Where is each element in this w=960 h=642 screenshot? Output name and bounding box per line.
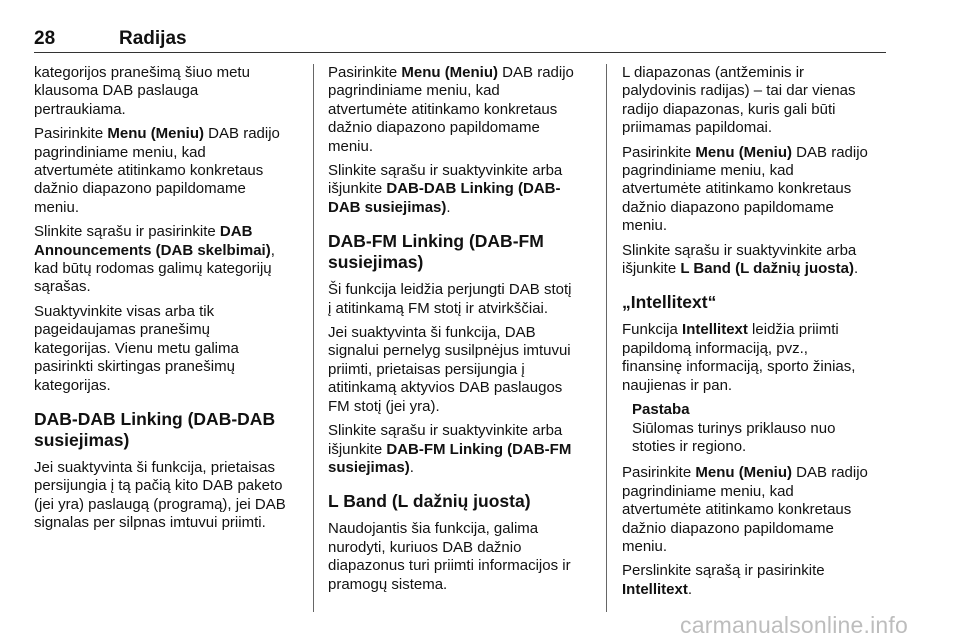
section-heading: DAB-DAB Linking (DAB-DAB susiejimas): [34, 408, 276, 450]
column-divider: [313, 64, 314, 612]
column-2: [328, 64, 590, 600]
paragraph: Pasirinkite Menu (Meniu) DAB radijo pagrindiniame meniu, kad atvertumėte atitinkamo konkretaus dažnio diapazono papildomame meniu.: [34, 125, 280, 216]
paragraph: L diapazonas (antžeminis ir palydovinis radijas) – tai dar vienas radijo diapazonas, kuris gali būti priimamas papildomai.: [622, 64, 856, 137]
menu-keyword: susiejimas): [328, 458, 410, 476]
note-box: Pastaba Siūlomas turinys priklauso nuo stoties ir regiono.: [632, 401, 884, 456]
paragraph: Slinkite sąrašu ir suaktyvinkite arba išjunkite DAB-DAB Linking (DAB- DAB susiejimas).: [328, 162, 563, 216]
paragraph: kategorijos pranešimą šiuo metu klausoma DAB paslauga pertraukiama.: [34, 64, 250, 118]
paragraph: Naudojantis šia funkcija, galima nurodyti, kuriuos DAB dažnio diapazonus turi priimti informacijos ir pramogų sistema.: [328, 520, 571, 593]
column-1: [34, 64, 296, 539]
menu-keyword: L Band (L dažnių juosta): [680, 260, 854, 278]
section-heading: L Band (L dažnių juosta): [328, 491, 531, 512]
menu-keyword: Menu (Meniu): [695, 464, 793, 482]
column-divider: [606, 64, 607, 612]
menu-keyword: DAB: [219, 223, 253, 241]
paragraph: Suaktyvinkite visas arba tik pageidaujamas pranešimų kategorijas. Vienu metu galima pasirinkti skirtingas pranešimų kategorijas.: [34, 302, 239, 394]
menu-keyword: Menu (Meniu): [107, 125, 205, 143]
paragraph: Jei suaktyvinta ši funkcija, prietaisas persijungia į tą pačią kito DAB paketo (jei yra) paslaugą (programą), jei DAB signalas per silpnas imtuvui priimti.: [34, 458, 286, 532]
page-number: 28: [34, 28, 56, 49]
page-title: Radijas: [119, 28, 187, 49]
paragraph: Funkcija Intellitext leidžia priimti papildomą informaciją, pvz., finansinę informaciją, sporto žinias, naujienas ir pan.: [622, 321, 856, 394]
paragraph: Jei suaktyvinta ši funkcija, DAB signalui pernelyg susilpnėjus imtuvui priimti, prietaisas persijungia į atitinkamą aktyvios DAB paslaugos FM stotį (jei yra).: [328, 324, 571, 415]
menu-keyword: Menu (Meniu): [401, 64, 499, 81]
watermark: carmanualsonline.info: [680, 612, 908, 638]
menu-keyword: DAB-FM Linking (DAB-FM: [386, 440, 572, 458]
menu-keyword: Intellitext: [622, 580, 688, 598]
menu-keyword: Menu (Meniu): [695, 143, 793, 161]
page-header: [34, 22, 886, 53]
paragraph: Perslinkite sąrašą ir pasirinkite Intellitext.: [622, 562, 825, 598]
note-title: Pastaba: [632, 401, 690, 419]
menu-keyword: Intellitext: [682, 321, 748, 339]
menu-keyword: DAB susiejimas): [328, 198, 447, 216]
paragraph: Pasirinkite Menu (Meniu) DAB radijo pagrindiniame meniu, kad atvertumėte atitinkamo konkretaus dažnio diapazono papildomame meniu.: [622, 143, 868, 235]
paragraph: Ši funkcija leidžia perjungti DAB stotį į atitinkamą FM stotį ir atvirkščiai.: [328, 281, 572, 317]
column-3: [622, 64, 884, 605]
paragraph: Pasirinkite Menu (Meniu) DAB radijo pagrindiniame meniu, kad atvertumėte atitinkamo konkretaus dažnio diapazono papildomame meniu.: [622, 464, 868, 555]
section-heading: DAB-FM Linking (DAB-FM susiejimas): [328, 231, 544, 273]
paragraph: Slinkite sąrašu ir suaktyvinkite arba išjunkite L Band (L dažnių juosta).: [622, 241, 859, 278]
menu-keyword: DAB-DAB Linking (DAB-: [386, 180, 561, 198]
menu-keyword: Announcements (DAB skelbimai): [34, 241, 271, 259]
section-heading: „Intellitext“: [622, 292, 717, 313]
paragraph: Slinkite sąrašu ir suaktyvinkite arba išjunkite DAB-FM Linking (DAB-FM susiejimas).: [328, 422, 572, 476]
paragraph: Pasirinkite Menu (Meniu) DAB radijo pagrindiniame meniu, kad atvertumėte atitinkamo konkretaus dažnio diapazono papildomame meniu.: [328, 64, 574, 155]
paragraph: Slinkite sąrašu ir pasirinkite DAB Announcements (DAB skelbimai), kad būtų rodomas galimų kategorijų sąrašas.: [34, 223, 275, 296]
